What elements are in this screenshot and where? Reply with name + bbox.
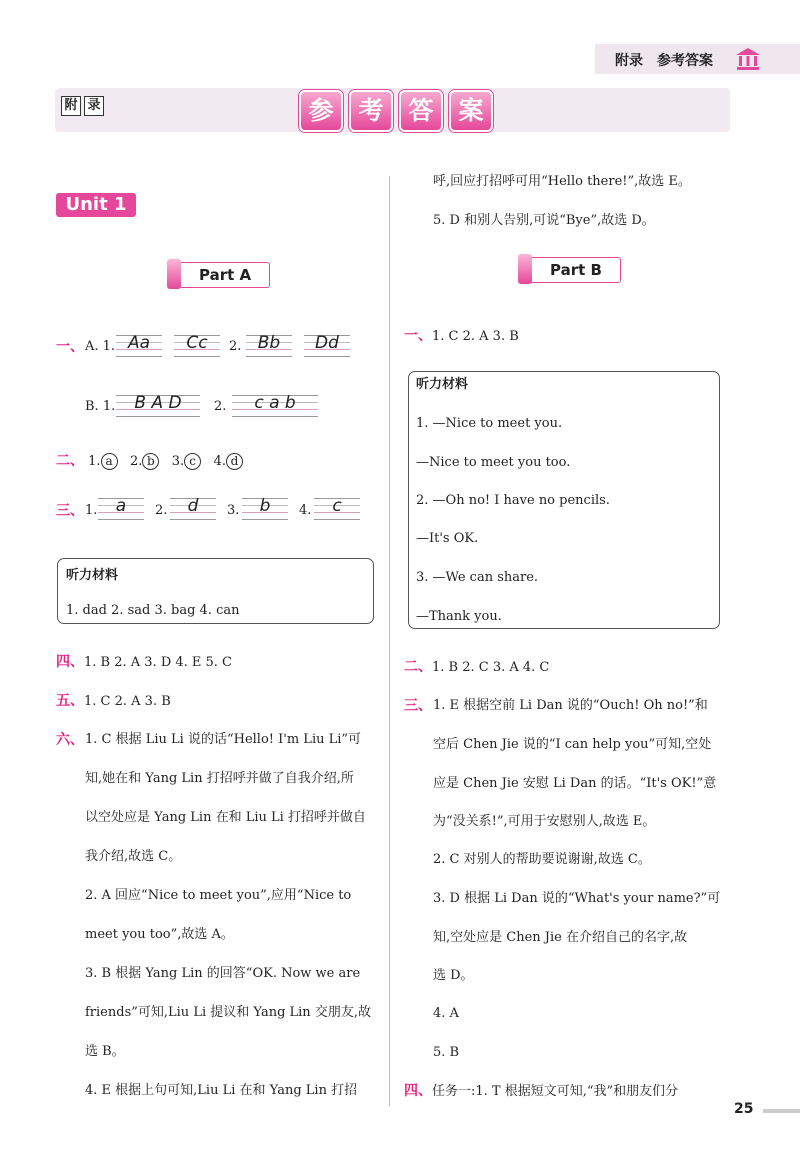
q2-row: 二、 1. a 2. b 3. c 4. d bbox=[56, 452, 243, 471]
q1-b-num: 2. bbox=[214, 399, 227, 414]
q5-row: 五、1. C 2. A 3. B bbox=[56, 693, 171, 709]
header-title: 参考答案 bbox=[657, 53, 713, 69]
q3-num: 3. bbox=[227, 503, 240, 518]
q6-line: 4. E 根据上句可知,Liu Li 在和 Yang Lin 打招 bbox=[85, 1083, 358, 1098]
continued-line: 呼,回应打招呼可用“Hello there!”,故选 E。 bbox=[433, 174, 691, 189]
column-divider bbox=[389, 176, 390, 1106]
bookmark-icon bbox=[167, 259, 181, 289]
q1-a-answer: Aa bbox=[127, 333, 151, 353]
q1-marker: 一、 bbox=[56, 339, 84, 355]
bookmark-icon bbox=[518, 254, 532, 284]
r-q3-line: 3. D 根据 Li Dan 说的“What's your name?”可 bbox=[433, 891, 721, 906]
unit-badge: Unit 1 bbox=[56, 193, 136, 217]
q6-line: 3. B 根据 Yang Lin 的回答“OK. Now we are bbox=[85, 966, 361, 981]
q1-a-answer: Dd bbox=[315, 333, 339, 353]
banner-title bbox=[299, 90, 499, 132]
q3-num: 4. bbox=[299, 503, 312, 518]
part-b-heading bbox=[523, 257, 621, 283]
r-q1-row: 一、1. C 2. A 3. B bbox=[404, 328, 519, 344]
listening-line: —It's OK. bbox=[416, 531, 479, 546]
circled-answer: d bbox=[226, 453, 243, 470]
q1-a-num: 2. bbox=[229, 339, 242, 354]
circled-answer: a bbox=[101, 453, 118, 470]
r-q3-line: 应是 Chen Jie 安慰 Li Dan 的话。“It's OK!”意 bbox=[433, 776, 717, 791]
q6-line: 选 B。 bbox=[85, 1044, 125, 1059]
temple-icon bbox=[735, 46, 761, 72]
appendix-tag-char: 录 bbox=[84, 96, 104, 116]
r-q3-marker: 三、 bbox=[404, 698, 432, 714]
q3-answer: a bbox=[115, 496, 127, 516]
r-q3-line: 知,空处应是 Chen Jie 在介绍自己的名字,故 bbox=[433, 930, 688, 945]
q3-marker: 三、 bbox=[56, 503, 84, 519]
page-header bbox=[595, 44, 800, 74]
part-a-heading bbox=[172, 262, 270, 288]
listening-line: —Thank you. bbox=[416, 609, 502, 624]
listening-title: 听力材料 bbox=[66, 568, 119, 583]
r-q4-row: 四、任务一:1. T 根据短文可知,“我”和朋友们分 bbox=[404, 1083, 679, 1099]
q1-a-label: A. 1. bbox=[85, 339, 116, 354]
r-q3-line: 5. B bbox=[433, 1045, 460, 1060]
q6-marker: 六、 bbox=[56, 732, 84, 748]
q3-num: 1. bbox=[85, 503, 98, 518]
q3-answer: d bbox=[187, 496, 199, 516]
q1-b-answer: c a b bbox=[254, 393, 296, 413]
r-q3-line: 4. A bbox=[433, 1006, 459, 1021]
r-q3-line: 空后 Chen Jie 说的“I can help you”可知,空处 bbox=[433, 737, 712, 752]
q1-a-answer: Cc bbox=[186, 333, 208, 353]
listening-line: —Nice to meet you too. bbox=[416, 455, 571, 470]
listening-title: 听力材料 bbox=[416, 377, 469, 392]
appendix-tag bbox=[61, 94, 107, 116]
page-number-bar bbox=[763, 1109, 800, 1113]
circled-answer: b bbox=[142, 453, 159, 470]
r-q3-line: 2. C 对别人的帮助要说谢谢,故选 C。 bbox=[433, 852, 651, 867]
q3-num: 2. bbox=[155, 503, 168, 518]
appendix-tag-char: 附 bbox=[61, 96, 81, 116]
q6-line: 知,她在和 Yang Lin 打招呼并做了自我介绍,所 bbox=[85, 771, 354, 786]
part-b-label: Part B bbox=[550, 261, 602, 279]
q1-b-label: B. 1. bbox=[85, 399, 116, 414]
banner-title-char: 答 bbox=[399, 90, 443, 132]
q1-b-answer: B A D bbox=[134, 393, 182, 413]
r-q3-line: 1. E 根据空前 Li Dan 说的“Ouch! Oh no!”和 bbox=[433, 698, 708, 713]
q4-row: 四、1. B 2. A 3. D 4. E 5. C bbox=[56, 654, 233, 670]
title-banner bbox=[55, 88, 730, 132]
q1-a-answer: Bb bbox=[257, 333, 281, 353]
listening-text: 1. dad 2. sad 3. bag 4. can bbox=[66, 603, 240, 618]
r-q3-line: 选 D。 bbox=[433, 968, 474, 983]
banner-title-char: 考 bbox=[349, 90, 393, 132]
q6-line: 我介绍,故选 C。 bbox=[85, 849, 182, 864]
q6-line: meet you too”,故选 A。 bbox=[85, 927, 234, 942]
listening-line: 2. —Oh no! I have no pencils. bbox=[416, 493, 610, 508]
circled-answer: c bbox=[184, 453, 201, 470]
continued-line: 5. D 和别人告别,可说“Bye”,故选 D。 bbox=[433, 213, 655, 228]
q6-line: friends”可知,Liu Li 提议和 Yang Lin 交朋友,故 bbox=[85, 1005, 371, 1020]
r-q2-row: 二、1. B 2. C 3. A 4. C bbox=[404, 659, 550, 675]
listening-line: 3. —We can share. bbox=[416, 570, 539, 585]
q6-line: 2. A 回应“Nice to meet you”,应用“Nice to bbox=[85, 888, 352, 903]
r-q3-line: 为“没关系!”,可用于安慰别人,故选 E。 bbox=[433, 814, 656, 829]
q6-line: 以空处应是 Yang Lin 在和 Liu Li 打招呼并做自 bbox=[85, 810, 366, 825]
banner-title-char: 参 bbox=[299, 90, 343, 132]
q6-line: 1. C 根据 Liu Li 说的话“Hello! I'm Liu Li”可 bbox=[85, 732, 362, 747]
page-number: 25 bbox=[734, 1101, 754, 1117]
listening-line: 1. —Nice to meet you. bbox=[416, 416, 563, 431]
header-section: 附录 bbox=[615, 53, 643, 69]
q3-answer: c bbox=[332, 496, 342, 516]
q3-answer: b bbox=[259, 496, 271, 516]
part-a-label: Part A bbox=[199, 266, 252, 284]
banner-title-char: 案 bbox=[449, 90, 493, 132]
